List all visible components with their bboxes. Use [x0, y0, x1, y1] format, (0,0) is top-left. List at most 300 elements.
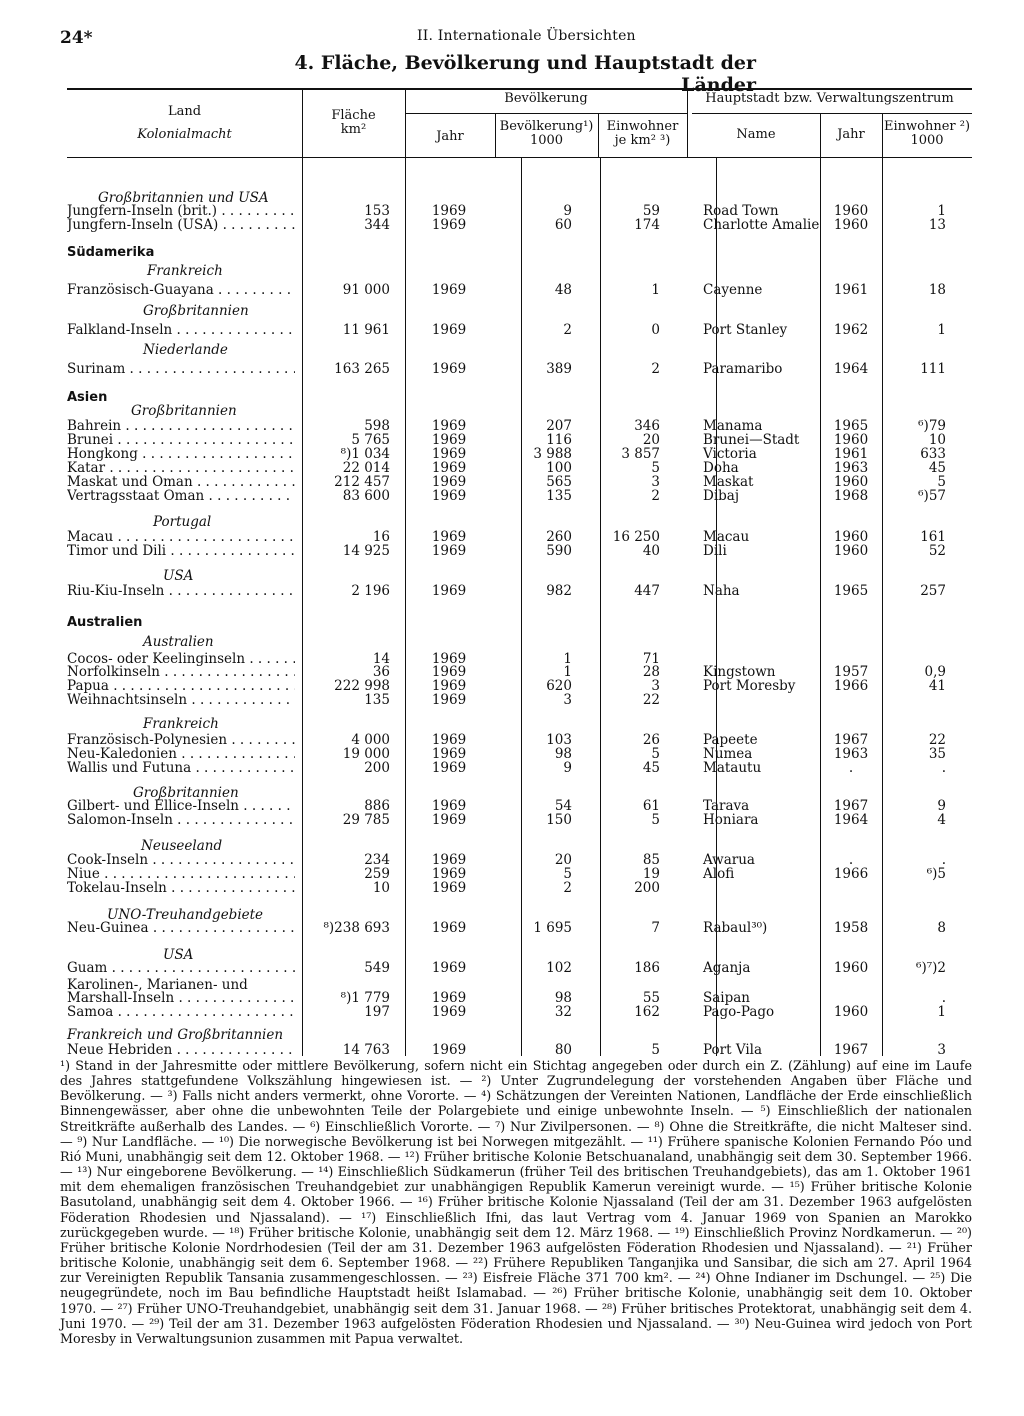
row-capital-year: 1967 [833, 798, 869, 814]
row-area: 14 [372, 651, 390, 667]
row-capital-year: 1960 [833, 1004, 869, 1020]
section-title: II. Internationale Übersichten [417, 28, 636, 44]
row-capital: Manama [703, 418, 763, 434]
row-capital-year: 1960 [833, 203, 869, 219]
page-number: 24* [60, 28, 93, 48]
row-density: 200 [634, 880, 660, 896]
row-year: 1969 [431, 460, 467, 476]
table-row [0, 475, 1024, 489]
row-density: 186 [634, 960, 660, 976]
row-density: 22 [642, 692, 660, 708]
row-year: 1969 [431, 322, 467, 338]
row-area: 5 765 [351, 432, 390, 448]
row-capital-year: 1957 [833, 664, 869, 680]
row-year: 1969 [431, 203, 467, 219]
header-capital-name: Name [736, 127, 776, 142]
row-capital: Aganja [703, 960, 751, 976]
row-area: 11 961 [342, 322, 390, 338]
row-density: 3 857 [621, 446, 660, 462]
row-area: 234 [364, 852, 390, 868]
table-row [0, 530, 1024, 544]
row-capital-year: 1967 [833, 1042, 869, 1058]
row-area: 29 785 [342, 812, 390, 828]
row-land: Salomon-Inseln . . . [67, 813, 295, 827]
row-year: 1969 [431, 852, 467, 868]
table-row [0, 489, 1024, 503]
row-area: 163 265 [334, 361, 390, 377]
row-capital-inhabitants: 35 [928, 746, 946, 762]
row-population: 9 [563, 203, 572, 219]
row-population: 1 695 [533, 920, 572, 936]
row-land: Maskat und Oman . . . [67, 475, 295, 489]
row-population: 590 [546, 543, 572, 559]
row-year: 1969 [431, 746, 467, 762]
row-capital: Maskat [703, 474, 754, 490]
group-heading: Frankreich [147, 263, 223, 279]
row-land: Bahrein . . . [67, 419, 295, 433]
row-year: 1969 [431, 446, 467, 462]
row-capital-inhabitants: 257 [920, 583, 946, 599]
row-land: Macau . . . [67, 530, 295, 544]
row-capital-year: 1966 [833, 866, 869, 882]
row-capital-year: 1958 [833, 920, 869, 936]
row-capital: Alofi [703, 866, 735, 882]
row-density: 45 [642, 760, 660, 776]
row-density: 5 [651, 746, 660, 762]
row-year: 1969 [431, 664, 467, 680]
row-population: 3 988 [533, 446, 572, 462]
row-land: Französisch-Polynesien . . . [67, 733, 295, 747]
row-year: 1969 [431, 760, 467, 776]
row-land: Cocos- oder Keelinginseln . . . [67, 652, 295, 666]
row-population: 1 [563, 664, 572, 680]
row-capital-year: 1968 [833, 488, 869, 504]
table-row [0, 1043, 1024, 1057]
row-capital-year: 1963 [833, 746, 869, 762]
table-row [0, 978, 1024, 992]
row-density: 2 [651, 361, 660, 377]
row-capital: Honiara [703, 812, 759, 828]
group-heading: Australien [143, 634, 214, 650]
row-year: 1969 [431, 651, 467, 667]
row-year: 1969 [431, 1042, 467, 1058]
row-capital-inhabitants: . [941, 852, 946, 868]
row-capital: Tarava [703, 798, 750, 814]
row-capital-inhabitants: 41 [928, 678, 946, 694]
table-row [0, 813, 1024, 827]
row-area: 36 [372, 664, 390, 680]
row-area: 222 998 [334, 678, 390, 694]
header-bottom-rule [67, 157, 972, 158]
row-year: 1969 [431, 866, 467, 882]
row-area: ⁸)1 779 [340, 990, 390, 1006]
row-year: 1969 [431, 432, 467, 448]
row-capital: Doha [703, 460, 739, 476]
row-population: 9 [563, 760, 572, 776]
table-row [0, 544, 1024, 558]
header-population-group: Bevölkerung [504, 91, 588, 106]
header-year: Jahr [436, 129, 464, 144]
group-heading: Neuseeland [141, 838, 223, 854]
row-year: 1969 [431, 543, 467, 559]
row-capital-inhabitants: 161 [920, 529, 946, 545]
row-density: 61 [642, 798, 660, 814]
row-capital-inhabitants: 13 [928, 217, 946, 233]
group-heading: Großbritannien und USA [98, 190, 269, 206]
row-density: 346 [634, 418, 660, 434]
row-population: 207 [546, 418, 572, 434]
row-capital: Port Vila [703, 1042, 763, 1058]
row-population: 98 [554, 990, 572, 1006]
row-capital-inhabitants: . [941, 990, 946, 1006]
group-heading: Großbritannien [133, 785, 239, 801]
table-row [0, 419, 1024, 433]
row-population: 54 [554, 798, 572, 814]
row-capital-inhabitants: 1 [937, 1004, 946, 1020]
row-density: 59 [642, 203, 660, 219]
row-area: 135 [364, 692, 390, 708]
column-rule-2 [405, 88, 406, 1056]
row-density: 162 [634, 1004, 660, 1020]
row-capital-year: 1965 [833, 583, 869, 599]
row-land: Tokelau-Inseln . . . [67, 881, 295, 895]
row-area: 344 [364, 217, 390, 233]
row-land: Cook-Inseln . . . [67, 853, 295, 867]
row-density: 0 [651, 322, 660, 338]
row-year: 1969 [431, 960, 467, 976]
row-year: 1969 [431, 798, 467, 814]
header-inhabitants-per-km: Einwohner [606, 119, 679, 134]
row-land: Französisch-Guayana . . . [67, 283, 295, 297]
row-capital-inhabitants: 22 [928, 732, 946, 748]
row-capital-year: 1960 [833, 474, 869, 490]
table-row [0, 362, 1024, 376]
row-capital-inhabitants: 5 [937, 474, 946, 490]
row-area: ⁸)1 034 [340, 446, 390, 462]
row-capital-year: 1963 [833, 460, 869, 476]
row-land: Surinam . . . [67, 362, 295, 376]
row-population: 2 [563, 880, 572, 896]
header-capital-group: Hauptstadt bzw. Verwaltungszentrum [705, 91, 954, 106]
row-capital-inhabitants: 52 [928, 543, 946, 559]
table-row [0, 867, 1024, 881]
row-year: 1969 [431, 474, 467, 490]
row-density: 3 [651, 474, 660, 490]
row-capital: Port Stanley [703, 322, 788, 338]
row-capital: Naha [703, 583, 740, 599]
row-capital: Paramaribo [703, 361, 783, 377]
table-row [0, 584, 1024, 598]
table-top-rule [67, 88, 972, 90]
row-land: Jungfern-Inseln (USA) . . . [67, 218, 295, 232]
group-heading: Großbritannien [143, 303, 249, 319]
row-area: ⁸)238 693 [323, 920, 390, 936]
row-capital-year: 1966 [833, 678, 869, 694]
row-capital-year: 1962 [833, 322, 869, 338]
row-capital-year: 1964 [833, 812, 869, 828]
row-year: 1969 [431, 678, 467, 694]
row-year: 1969 [431, 812, 467, 828]
header-capital-year: Jahr [837, 127, 865, 142]
row-area: 197 [364, 1004, 390, 1020]
region-heading: Australien [67, 615, 143, 630]
row-capital-inhabitants: 8 [937, 920, 946, 936]
row-density: 5 [651, 812, 660, 828]
row-density: 55 [642, 990, 660, 1006]
table-row [0, 461, 1024, 475]
table-row [0, 323, 1024, 337]
row-area: 19 000 [342, 746, 390, 762]
row-area: 259 [364, 866, 390, 882]
row-capital-year: . [848, 852, 854, 868]
row-density: 40 [642, 543, 660, 559]
header-population-unit: 1000 [529, 133, 564, 148]
row-capital: Pago-Pago [703, 1004, 775, 1020]
row-population: 102 [546, 960, 572, 976]
row-capital-inhabitants: 18 [928, 282, 946, 298]
row-capital-inhabitants: 45 [928, 460, 946, 476]
row-area: 16 [372, 529, 390, 545]
row-land: Papua . . . [67, 679, 295, 693]
row-population: 1 [563, 651, 572, 667]
row-density: 3 [651, 678, 660, 694]
row-capital-inhabitants: ⁶)57 [918, 488, 946, 504]
row-capital: Saipan [703, 990, 750, 1006]
row-year: 1969 [431, 920, 467, 936]
table-row [0, 921, 1024, 935]
row-land: Riu-Kiu-Inseln . . . [67, 584, 295, 598]
row-land: Jungfern-Inseln (brit.) . . . [67, 204, 295, 218]
group-divider-capital [692, 113, 972, 114]
row-area: 200 [364, 760, 390, 776]
row-population: 2 [563, 322, 572, 338]
table-row [0, 679, 1024, 693]
row-capital: Road Town [703, 203, 779, 219]
group-heading: Niederlande [143, 342, 228, 358]
row-year: 1969 [431, 488, 467, 504]
row-density: 19 [642, 866, 660, 882]
group-heading: USA [163, 947, 194, 963]
row-population: 98 [554, 746, 572, 762]
row-capital-inhabitants: ⁶)79 [918, 418, 946, 434]
table-row [0, 747, 1024, 761]
row-capital: Kingstown [703, 664, 776, 680]
group-heading: Großbritannien [131, 403, 237, 419]
column-rule-1 [302, 88, 303, 1056]
row-land: Wallis und Futuna . . . [67, 761, 295, 775]
header-population: Bevölkerung¹) [499, 119, 594, 134]
row-capital-inhabitants: 4 [937, 812, 946, 828]
row-year: 1969 [431, 990, 467, 1006]
row-year: 1969 [431, 361, 467, 377]
row-capital-year: 1965 [833, 418, 869, 434]
table-row [0, 652, 1024, 666]
row-land: Neue Hebriden . . . [67, 1043, 295, 1057]
table-row [0, 218, 1024, 232]
row-area: 14 925 [342, 543, 390, 559]
header-colonial-power: Kolonialmacht [137, 127, 232, 142]
row-population: 80 [554, 1042, 572, 1058]
row-capital-inhabitants: 1 [937, 322, 946, 338]
row-land: Marshall-Inseln . . . [67, 991, 295, 1005]
table-row [0, 761, 1024, 775]
region-heading: Südamerika [67, 245, 155, 260]
table-row [0, 991, 1024, 1005]
row-area: 212 457 [334, 474, 390, 490]
row-capital-year: . [848, 760, 854, 776]
table-row [0, 961, 1024, 975]
row-population: 150 [546, 812, 572, 828]
row-year: 1969 [431, 880, 467, 896]
row-year: 1969 [431, 217, 467, 233]
row-year: 1969 [431, 732, 467, 748]
row-population: 60 [554, 217, 572, 233]
table-row [0, 733, 1024, 747]
row-land: Norfolkinseln . . . [67, 665, 295, 679]
row-land: Katar . . . [67, 461, 295, 475]
row-population: 48 [554, 282, 572, 298]
footnotes: ¹) Stand in der Jahresmitte oder mittlere Bevölkerung, sofern nicht ein Stichtag angegeben oder durch ein Z. (Zählung) auf eine im Laufe des Jahres stattgefundene Volkszählung hingewiesen ist. — ²) Unter Zugrundelegung der vorstehenden Angaben über Fläche und Bevölkerung. — ³) Falls nicht anders vermerkt, ohne Vororte. — ⁴) Schätzungen der Vereinten Nationen, Landfläche der Erde einschließlich Binnengewässer, aber ohne die unbewohnten Teile der Polargebiete und einige unbewohnte Inseln. — ⁵) Einschließlich der nationalen Streitkräfte außerhalb des Landes. — ⁶) Einschließlich Vororte. — ⁷) Nur Zivilpersonen. — ⁸) Ohne die Streitkräfte, die nicht Malteser sind. — ⁹) Nur Landfläche. — ¹⁰) Die norwegische Bevölkerung ist bei Norwegen mitgezählt. — ¹¹) Frühere spanische Kolonien Fernando Póo und Rió Muni, unabhängig seit dem 12. Oktober 1968. — ¹²) Früher britische Kolonie Betschuanaland, unabhängig seit dem 30. September 1966. — ¹³) Nur eingeborene Bevölkerung. — ¹⁴) Einschließlich Südkamerun (früher Teil des britischen Treuhandgebiets), das am 1. Oktober 1961 mit dem ehemaligen französischen Treuhandgebiet zur unabhängigen Republik Kamerun vereinigt wurde. — ¹⁵) Früher britische Kolonie Basutoland, unabhängig seit dem 4. Oktober 1966. — ¹⁶) Früher britische Kolonie Njassaland (Teil der am 31. Dezember 1963 aufgelösten Föderation Rhodesien und Njassaland). — ¹⁷) Einschließlich Ifni, das laut Vertrag vom 4. Januar 1969 von Spanien an Marokko zurückgegeben wurde. — ¹⁸) Früher britische Kolonie, unabhängig seit dem 12. März 1968. — ¹⁹) Einschließlich Provinz Nordkamerun. — ²⁰) Früher britische Kolonie Nordrhodesien (Teil der am 31. Dezember 1963 aufgelösten Föderation Rhodesien und Njassaland). — ²¹) Früher britische Kolonie, unabhängig seit dem 6. September 1968. — ²²) Frühere Republiken Tanganjika und Sansibar, die sich am 27. April 1964 zur Vereinigten Republik Tansania zusammengeschlossen. — ²³) Eisfreie Fläche 371 700 km². — ²⁴) Ohne Indianer im Dschungel. — ²⁵) Die neugegründete, noch im Bau befindliche Hauptstadt heißt Islamabad. — ²⁶) Früher britische Kolonie, unabhängig seit dem 10. Oktober 1970. — ²⁷) Früher UNO-Treuhandgebiet, unabhängig seit dem 31. Januar 1968. — ²⁸) Früher britisches Protektorat, unabhängig seit dem 4. Juni 1970. — ²⁹) Teil der am 31. Dezember 1963 aufgelösten Föderation Rhodesien und Njassaland. — ³⁰) Neu-Guinea wird jedoch von Port Moresby in Verwaltungsunion zusammen mit Papua verwaltet. [60, 1058, 972, 1346]
row-capital: Papeete [703, 732, 758, 748]
row-capital-inhabitants: 111 [920, 361, 946, 377]
header-capital-inhabitants: Einwohner ²) [883, 119, 971, 134]
row-year: 1969 [431, 1004, 467, 1020]
row-population: 3 [563, 692, 572, 708]
row-density: 1 [651, 282, 660, 298]
row-capital-year: 1961 [833, 446, 869, 462]
table-row [0, 853, 1024, 867]
header-area: Fläche [331, 108, 376, 123]
row-land: Guam . . . [67, 961, 295, 975]
row-capital: Port Moresby [703, 678, 796, 694]
row-capital-year: 1960 [833, 960, 869, 976]
row-capital-inhabitants: 1 [937, 203, 946, 219]
row-density: 174 [634, 217, 660, 233]
table-row [0, 665, 1024, 679]
row-land: Vertragsstaat Oman . . . [67, 489, 295, 503]
row-land: Gilbert- und Ellice-Inseln . . . [67, 799, 295, 813]
group-heading: Portugal [153, 514, 212, 530]
group-heading: Frankreich und Großbritannien [67, 1027, 284, 1043]
row-density: 26 [642, 732, 660, 748]
row-area: 83 600 [342, 488, 390, 504]
row-capital-year: 1960 [833, 432, 869, 448]
row-land: Timor und Dili . . . [67, 544, 295, 558]
row-population: 982 [546, 583, 572, 599]
row-capital-year: 1964 [833, 361, 869, 377]
row-land: Neu-Kaledonien . . . [67, 747, 295, 761]
row-year: 1969 [431, 418, 467, 434]
row-year: 1969 [431, 282, 467, 298]
table-row [0, 433, 1024, 447]
row-capital-year: 1961 [833, 282, 869, 298]
row-capital: Macau [703, 529, 750, 545]
row-population: 103 [546, 732, 572, 748]
row-land: Brunei . . . [67, 433, 295, 447]
row-density: 447 [634, 583, 660, 599]
table-row [0, 799, 1024, 813]
row-density: 5 [651, 1042, 660, 1058]
row-capital: Matautu [703, 760, 762, 776]
row-population: 565 [546, 474, 572, 490]
group-heading: UNO-Treuhandgebiete [107, 907, 264, 923]
row-capital: Rabaul³⁰) [703, 920, 768, 936]
table-row [0, 1005, 1024, 1019]
row-density: 28 [642, 664, 660, 680]
row-capital-inhabitants: ⁶)⁷)2 [916, 960, 946, 976]
table-row [0, 693, 1024, 707]
table-row [0, 881, 1024, 895]
row-area: 14 763 [342, 1042, 390, 1058]
row-area: 4 000 [351, 732, 390, 748]
row-capital-year: 1960 [833, 217, 869, 233]
row-area: 2 196 [351, 583, 390, 599]
row-land: Samoa . . . [67, 1005, 295, 1019]
table-title: 4. Fläche, Bevölkerung und Hauptstadt der Länder [294, 52, 756, 96]
header-inhabitants-per-km-unit: je km² ³) [614, 133, 671, 148]
row-capital-inhabitants: . [941, 760, 946, 776]
row-land: Niue . . . [67, 867, 295, 881]
row-capital: Awarua [703, 852, 755, 868]
row-population: 620 [546, 678, 572, 694]
row-density: 20 [642, 432, 660, 448]
header-area-unit: km² [340, 122, 367, 137]
row-population: 116 [546, 432, 572, 448]
row-capital: Numea [703, 746, 753, 762]
row-density: 2 [651, 488, 660, 504]
row-land: Neu-Guinea . . . [67, 921, 295, 935]
row-capital-inhabitants: 0,9 [924, 664, 946, 680]
row-area: 598 [364, 418, 390, 434]
row-land: Karolinen-, Marianen- und [67, 978, 248, 992]
row-capital: Brunei—Stadt [703, 432, 800, 448]
row-land: Falkland-Inseln . . . [67, 323, 295, 337]
row-area: 91 000 [342, 282, 390, 298]
row-population: 135 [546, 488, 572, 504]
row-density: 5 [651, 460, 660, 476]
row-density: 7 [651, 920, 660, 936]
row-area: 22 014 [342, 460, 390, 476]
row-density: 16 250 [612, 529, 660, 545]
header-capital-inhabitants-unit: 1000 [910, 133, 944, 148]
row-density: 71 [642, 651, 660, 667]
table-row [0, 447, 1024, 461]
row-year: 1969 [431, 583, 467, 599]
row-population: 260 [546, 529, 572, 545]
table-row [0, 204, 1024, 218]
region-heading: Asien [67, 390, 108, 405]
row-land: Weihnachtsinseln . . . [67, 693, 295, 707]
table-row [0, 283, 1024, 297]
row-population: 389 [546, 361, 572, 377]
group-heading: USA [163, 568, 194, 584]
row-population: 20 [554, 852, 572, 868]
row-population: 5 [563, 866, 572, 882]
row-density: 85 [642, 852, 660, 868]
row-capital-inhabitants: 10 [928, 432, 946, 448]
row-capital: Charlotte Amalie [703, 217, 820, 233]
row-population: 32 [554, 1004, 572, 1020]
group-divider-population [405, 113, 687, 114]
row-capital: Dibaj [703, 488, 740, 504]
row-capital: Cayenne [703, 282, 763, 298]
row-capital: Victoria [703, 446, 757, 462]
row-capital-year: 1960 [833, 543, 869, 559]
row-capital-inhabitants: 633 [920, 446, 946, 462]
row-capital-inhabitants: 9 [937, 798, 946, 814]
row-capital-year: 1967 [833, 732, 869, 748]
group-heading: Frankreich [143, 716, 219, 732]
